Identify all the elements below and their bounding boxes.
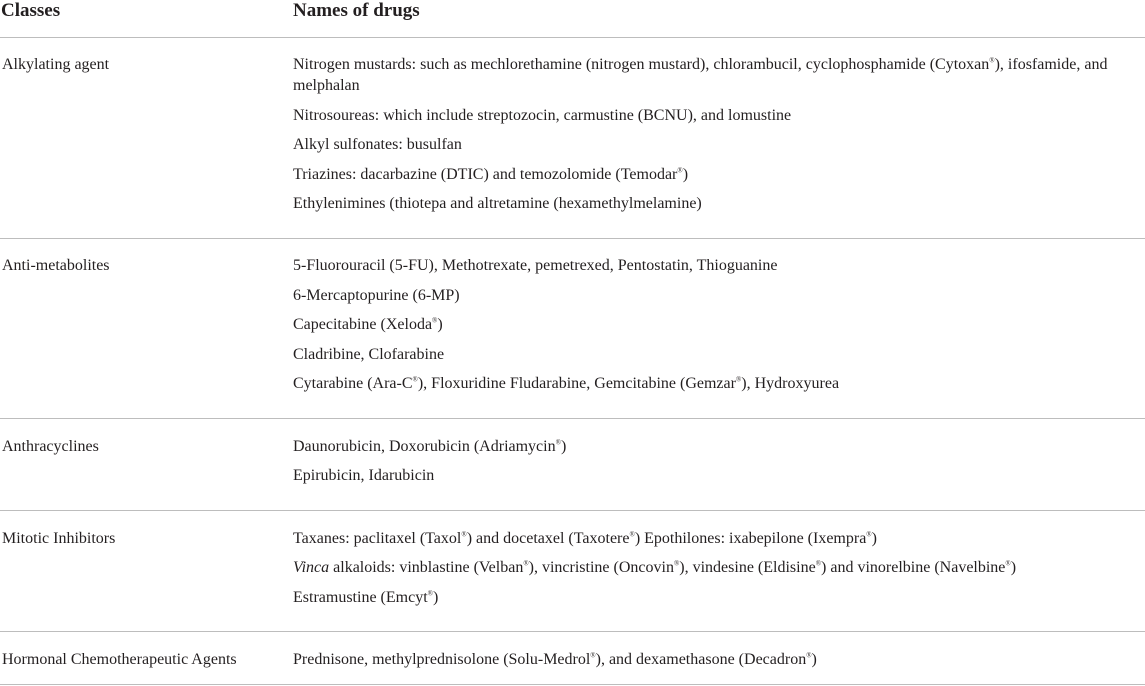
registered-mark: ® — [432, 316, 438, 325]
table-header-row — [0, 0, 1145, 38]
registered-mark: ® — [629, 530, 635, 539]
drug-line: Taxanes: paclitaxel (Taxol®) and docetaxel (Taxotere®) Epothilones: ixabepilone (Ixempra®) — [293, 530, 877, 547]
class-name: Hormonal Chemotherapeutic Agents — [2, 651, 237, 668]
drug-line: Nitrosoureas: which include streptozocin, carmustine (BCNU), and lomustine — [293, 107, 792, 124]
registered-mark: ® — [590, 651, 596, 660]
registered-mark: ® — [555, 438, 561, 447]
drug-line: Triazines: dacarbazine (DTIC) and temozolomide (Temodar®) — [293, 166, 689, 183]
table-row-mitotic-inhibitors — [0, 511, 1145, 632]
drug-line: 6-Mercaptopurine (6-MP) — [293, 287, 460, 304]
registered-mark: ® — [673, 559, 680, 568]
drug-line: Nitrogen mustards: such as mechlorethamine (nitrogen mustard), chlorambucil, cyclophosphamide (Cytoxan®), ifosfamide, and melphalan — [293, 56, 1108, 94]
drug-line: Cladribine, Clofarabine — [293, 346, 445, 363]
registered-mark: ® — [523, 559, 529, 568]
class-name: Anti-metabolites — [2, 257, 110, 274]
table-row-anthracyclines — [0, 419, 1145, 511]
registered-mark: ® — [806, 651, 812, 660]
registered-mark: ® — [677, 166, 683, 175]
class-name: Mitotic Inhibitors — [2, 530, 116, 547]
table-row-anti-metabolites — [0, 239, 1145, 419]
drug-line: Vinca alkaloids: vinblastine (Velban®), vincristine (Oncovin®), vindesine (Eldisine®) and vinorelbine (Navelbine®) — [293, 559, 1017, 576]
drug-line: Daunorubicin, Doxorubicin (Adriamycin®) — [293, 438, 567, 455]
header-classes: Classes — [1, 0, 61, 21]
table-row-alkylating-agent — [0, 38, 1145, 239]
registered-mark: ® — [989, 56, 995, 65]
drug-line: Ethylenimines (thiotepa and altretamine (hexamethylmelamine) — [293, 195, 702, 212]
drug-line: Cytarabine (Ara-C®), Floxuridine Fludarabine, Gemcitabine (Gemzar®), Hydroxyurea — [293, 375, 840, 392]
drug-line: Epirubicin, Idarubicin — [293, 467, 435, 484]
registered-mark: ® — [735, 375, 742, 384]
registered-mark: ® — [427, 589, 433, 598]
drug-line: 5-Fluorouracil (5-FU), Methotrexate, pemetrexed, Pentostatin, Thioguanine — [293, 257, 778, 274]
table-row-hormonal-agents — [0, 632, 1145, 686]
class-name: Anthracyclines — [2, 438, 99, 455]
table-bottom-rule — [0, 684, 1145, 685]
registered-mark: ® — [1005, 559, 1011, 568]
drug-line: Capecitabine (Xeloda®) — [293, 316, 443, 333]
class-name: Alkylating agent — [2, 56, 110, 73]
registered-mark: ® — [412, 375, 418, 384]
drug-line: Estramustine (Emcyt®) — [293, 589, 439, 606]
registered-mark: ® — [461, 530, 467, 539]
registered-mark: ® — [815, 559, 822, 568]
header-names-of-drugs: Names of drugs — [293, 0, 420, 21]
drug-line: Prednisone, methylprednisolone (Solu-Medrol®), and dexamethasone (Decadron®) — [293, 651, 817, 668]
drug-line: Alkyl sulfonates: busulfan — [293, 136, 462, 153]
registered-mark: ® — [866, 530, 872, 539]
